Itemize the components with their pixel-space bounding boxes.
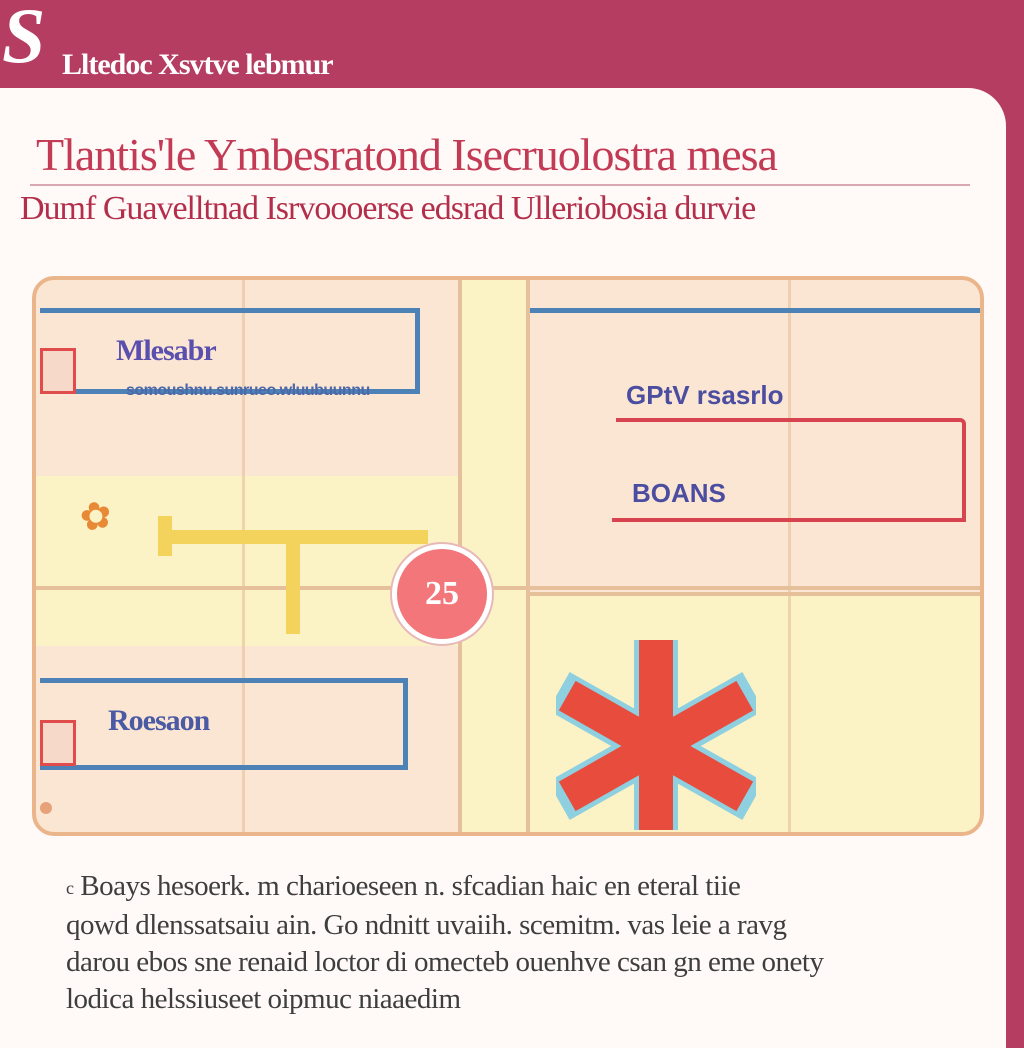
body-line-1-text: Boays hesoerk. m charioeseen n. sfcadian haic en eteral tiie (80, 870, 741, 902)
page-title: Tlantis'le Ymbesratond Isecruolostra mesa (36, 129, 777, 180)
page-subtitle: Dumf Guavelltnad Isrvoooerse edsrad Ulleriobosia durvie (20, 190, 756, 227)
asterisk-svg (556, 640, 756, 830)
diagram-panel (32, 276, 984, 836)
bullet-marker: c (66, 877, 74, 898)
decor-dot (40, 802, 52, 814)
body-line-4: lodica helssiuseet oipmuc niaaedim (66, 982, 461, 1015)
bottom-left-title: Roesaon (108, 704, 210, 737)
top-right-field2-underline (612, 518, 962, 522)
app-title: Lltedoc Xsvtve lebmur (62, 48, 333, 81)
asterisk-icon (556, 640, 756, 830)
app-logo: S (2, 0, 46, 79)
title-divider (30, 184, 970, 186)
top-left-title: Mlesabr (116, 334, 216, 367)
divider-horizontal-1 (36, 586, 984, 590)
body-line-1 (66, 868, 966, 907)
divider-horizontal-2 (530, 592, 984, 596)
arrow-vertical (286, 530, 300, 634)
flower-icon: ✿ (75, 491, 117, 541)
top-right-bar (530, 308, 984, 313)
body-paragraph (66, 868, 966, 1018)
top-right-field1-label: GPtV rsasrlo (626, 380, 784, 410)
divider-vertical-2 (526, 280, 530, 836)
body-line-3: darou ebos sne renaid loctor di omecteb ouenhve csan gn eme onety (66, 945, 824, 978)
bottom-left-thumbnail[interactable] (40, 720, 76, 766)
top-right-field2-label: BOANS (632, 478, 726, 508)
top-left-subtitle: somoushnu.sunrueo.wluubuunnu (126, 382, 370, 399)
body-line-2: qowd dlenssatsaiu ain. Go ndnitt uvaiih. scemitm. vas leie a ravg (66, 908, 787, 941)
number-badge[interactable]: 25 (392, 544, 492, 644)
bottom-left-box (40, 678, 408, 770)
top-left-thumbnail[interactable] (40, 348, 76, 394)
divider-vertical-4 (788, 280, 791, 836)
